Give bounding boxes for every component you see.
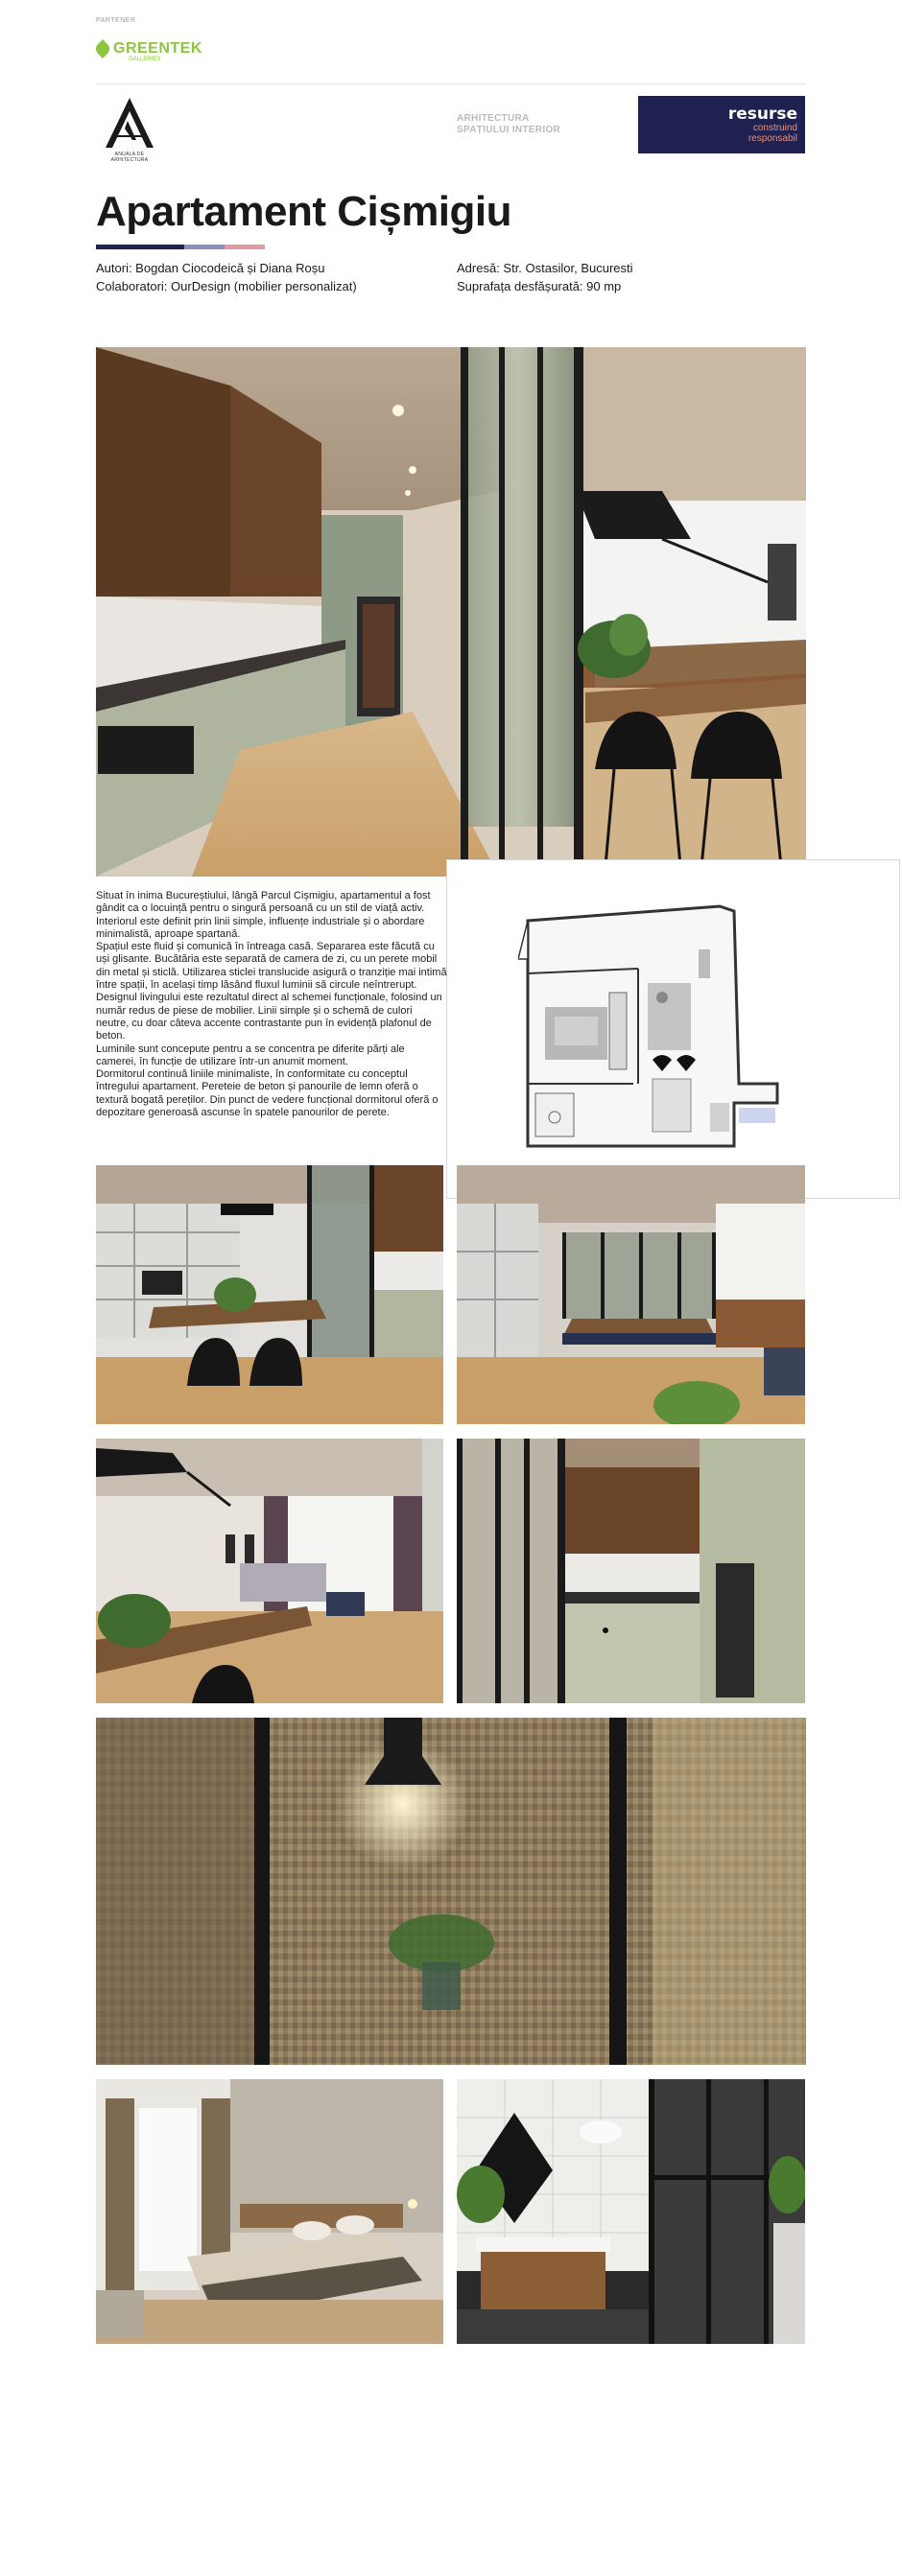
greentek-tagline: GALLERIES: [129, 57, 161, 62]
description-paragraph: Dormitorul continuă liniile minimaliste, în conformitate cu conceptul întregului apartament. Pereteie de beton și panourile de lemn oferă o textură bogată pereților. Din punct de vedere funcțional dormitorul oferă o depozitare generoasă ascunse în spatele panourilor de perete.: [96, 1068, 439, 1119]
description-paragraph: Designul livingului este rezultatul direct al schemei funcționale, folosind un număr redus de piese de mobilier. Linii simple și o schemă de culori neutre, cu doar câteva accente contrastante pun în evidență plafonul de beton.: [96, 992, 442, 1042]
floor-plan-drawing[interactable]: [518, 902, 787, 1151]
kitchen-through-glass-photo[interactable]: [457, 1439, 805, 1703]
logo-caption: ANUALA DE ARHITECTURA: [110, 152, 149, 163]
bedroom-photo[interactable]: [96, 2079, 443, 2344]
living-room-photo[interactable]: [96, 1439, 443, 1703]
bathroom-photo[interactable]: [457, 2079, 805, 2344]
title-bar-pink: [225, 245, 265, 249]
resurse-tagline-1: construind: [752, 123, 797, 133]
sponsor-label: PARTENER: [96, 17, 136, 24]
ribbed-glass-pendant-photo[interactable]: [96, 1718, 806, 2065]
project-title: Apartament Cișmigiu: [96, 188, 512, 235]
description-paragraph: Spațiul este fluid și comunică în întreaga casă. Separarea este făcută cu uși glisante. Bucătăria este separată de camera de zi, cu un perete mobil din metal și sticlă. Utilizarea sticlei translucide asigură o tranziție mai intimă între spații, în același timp lăsând fluxul luminii să circule neîntrerupt.: [96, 941, 447, 992]
header-divider: [96, 83, 806, 84]
dining-shelving-photo[interactable]: [96, 1165, 443, 1424]
kitchen-dining-hero-photo[interactable]: [96, 347, 806, 877]
address: Adresă: Str. Ostasilor, Bucuresti: [457, 261, 633, 275]
section-label: ARHITECTURA SPAȚIULUI INTERIOR: [457, 113, 560, 135]
greentek-logo[interactable]: [96, 40, 202, 62]
description-paragraph: Situat în inima Bucureștiului, lângă Parcul Cișmigiu, apartamentul a fost gândit ca o locuință pentru o singură persoană cu un stil de viață activ. Interiorul este definit prin linii simple, influențe industriale și o abordare minimalistă, aproape spartană.: [96, 890, 431, 940]
resurse-tagline-2: responsabil: [748, 133, 797, 144]
authors: Autori: Bogdan Ciocodeică și Diana Roșu: [96, 261, 325, 275]
leaf-icon: [93, 39, 112, 59]
resurse-name: resurse: [727, 105, 797, 124]
project-description: [96, 890, 447, 1119]
resurse-logo[interactable]: [638, 96, 805, 153]
dining-glass-wall-photo[interactable]: [457, 1165, 805, 1424]
title-bar-navy: [96, 245, 184, 249]
area: Suprafața desfășurată: 90 mp: [457, 279, 622, 293]
description-paragraph: Luminile sunt concepute pentru a se concentra pe diferite părți ale camerei, în funcție de utilizare într-un anumit moment.: [96, 1042, 405, 1067]
collaborators: Colaboratori: OurDesign (mobilier personalizat): [96, 279, 357, 293]
title-bar-lavender: [184, 245, 225, 249]
greentek-name: GREENTEK: [113, 40, 202, 57]
